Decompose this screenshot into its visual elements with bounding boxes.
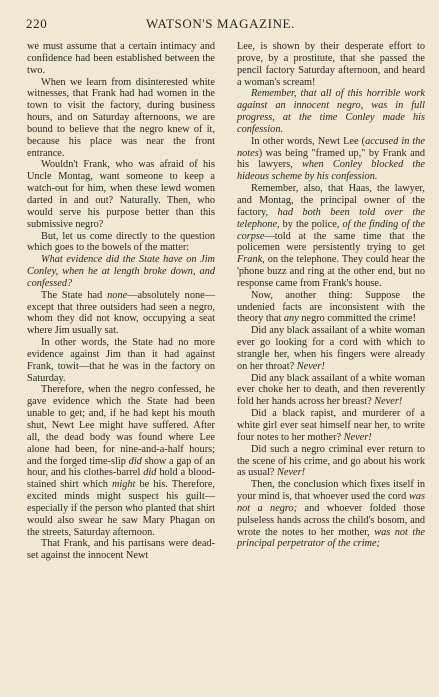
emphasis: Never! <box>343 431 372 443</box>
text-run: Now, another thing: Suppose the undenied facts are inconsistent with the theory that <box>237 289 425 325</box>
page-number: 220 <box>26 16 48 31</box>
text-run: —told at the same time that the policemen were persistently trying to get <box>237 230 425 254</box>
paragraph: But, let us come directly to the question which goes to the bowels of the matter: <box>27 230 215 254</box>
paragraph: Wouldn't Frank, who was afraid of his Uncle Montag, want someone to keep a watch-out for him, when these lewd women darted in and out? Naturally. Then, who would serve his purpose better than this submissive negro? <box>27 159 215 230</box>
text-run: and whoever folded those pulseless hands across the child's bosom, and wrote the notes to her mother, <box>237 502 426 538</box>
text-run: Therefore, when the negro confessed, he gave evidence which the State had been unable to get; and, if he had kept his mouth shut, Newt Lee might have suffered. After all, the dead body was found where Lee alone had been, for nine-and-a-half hours; and the forged time-slip <box>27 384 215 467</box>
emphasis: any <box>283 313 299 325</box>
right-column <box>237 41 425 550</box>
paragraph <box>237 290 425 326</box>
paragraph <box>237 325 425 372</box>
text-run: Did such a negro criminal ever return to the scene of his crime, and go about his work as usual? <box>237 443 425 479</box>
emphasis: was not the principal perpetrator of the crime; <box>237 526 425 550</box>
emphasis: Never! <box>374 396 403 408</box>
text-run: , on the telephone. They could hear the 'phone buzz and ring at the other end, but no response came from Frank's house. <box>237 254 425 289</box>
text-run: The State had <box>41 289 108 301</box>
text-run: by the police, <box>279 218 343 230</box>
text-run: Remember, also, that Haas, the lawyer, and Montag, the principal owner of the factory, <box>237 183 425 218</box>
emphasis: was not a negro; <box>237 491 425 514</box>
emphasis: did <box>128 455 142 467</box>
paragraph: Lee, is shown by their desperate effort to prove, by a prostitute, that she passed the pencil factory Saturday afternoon, and heard a woman's scream! <box>237 41 425 88</box>
paragraph: we must assume that a certain intimacy and confidence had been established between the two. <box>27 41 215 76</box>
paragraph <box>237 373 425 409</box>
emphasis: Never! <box>277 467 306 479</box>
paragraph <box>237 444 425 480</box>
paragraph <box>237 136 425 183</box>
emphasis: Remember, that all of this horrible work against an innocent negro, was in full progress, at the time Conley made his confession. <box>237 88 425 135</box>
text-run: Did any black assailant of a white woman ever choke her to death, and then reverently fold her hands across her breast? <box>237 372 425 408</box>
emphasis: had both been told over the telephone, <box>237 206 425 230</box>
text-run: show a gap of an hour, and his clothes-barrel <box>27 455 215 479</box>
emphasis: might <box>111 479 136 491</box>
paragraph: That Frank, and his partisans were dead-set against the innocent Newt <box>27 538 215 562</box>
paragraph <box>27 384 215 538</box>
text-run: In other words, the State had no more evidence against Jim than it had against Frank, towit—that he was in the factory on Saturday. <box>27 337 215 384</box>
emphasis: accused in the notes <box>237 135 426 159</box>
emphasis: when Conley blocked the hideous scheme by his confession. <box>237 159 425 183</box>
text-run: —absolutely none—except that three outsiders had seen a negro, whom they did not know, occupying a seat where Jim usually sat. <box>27 289 215 337</box>
text-run: negro committed the crime! <box>298 313 417 325</box>
paragraph: When we learn from disinterested white witnesses, that Frank had had women in the town to visit the factory, during business hours, and on Saturday afternoons, we are bound to believe that the negro knew of it, because his place was near the front entrance. <box>27 76 215 159</box>
left-column <box>27 41 215 562</box>
text-run: be his. Therefore, excited minds might suspect his guilt—especially if the person who planted that shirt would also swear he saw Mary Phagan on the streets, Saturday afternoon. <box>27 479 215 538</box>
emphasis: did <box>143 467 157 479</box>
paragraph-italic <box>237 88 425 135</box>
emphasis: of the finding of the corpse <box>237 218 425 242</box>
paragraph <box>27 337 215 384</box>
emphasis: Never! <box>296 360 325 372</box>
running-title: WATSON'S MAGAZINE. <box>146 16 295 31</box>
emphasis: none <box>107 289 128 301</box>
text-run: In other words, Newt Lee ( <box>251 135 366 147</box>
text-run: hold a blood-stained shirt which <box>27 467 215 491</box>
paragraph <box>237 183 425 290</box>
italic-question: What evidence did the State have on Jim Conley, when he at length broke down, and confessed? <box>27 254 215 289</box>
paragraph-italic <box>27 254 215 290</box>
paragraph <box>237 408 425 444</box>
text-run: Did any black assailant of a white woman ever go looking for a cord with which to strangle her, when his fingers were already on her throat? <box>237 325 425 372</box>
paragraph <box>237 479 425 550</box>
page-header <box>26 16 415 34</box>
text-run: Did a black rapist, and murderer of a white girl ever seat himself near her, to write four notes to her mother? <box>237 408 425 443</box>
emphasis: Frank <box>237 254 263 266</box>
text-run: ) was being "framed up," by Frank and his lawyers, <box>237 147 425 171</box>
text-run: Then, the conclusion which fixes itself in your mind is, that whoever used the cord <box>237 479 425 503</box>
paragraph <box>27 290 215 337</box>
